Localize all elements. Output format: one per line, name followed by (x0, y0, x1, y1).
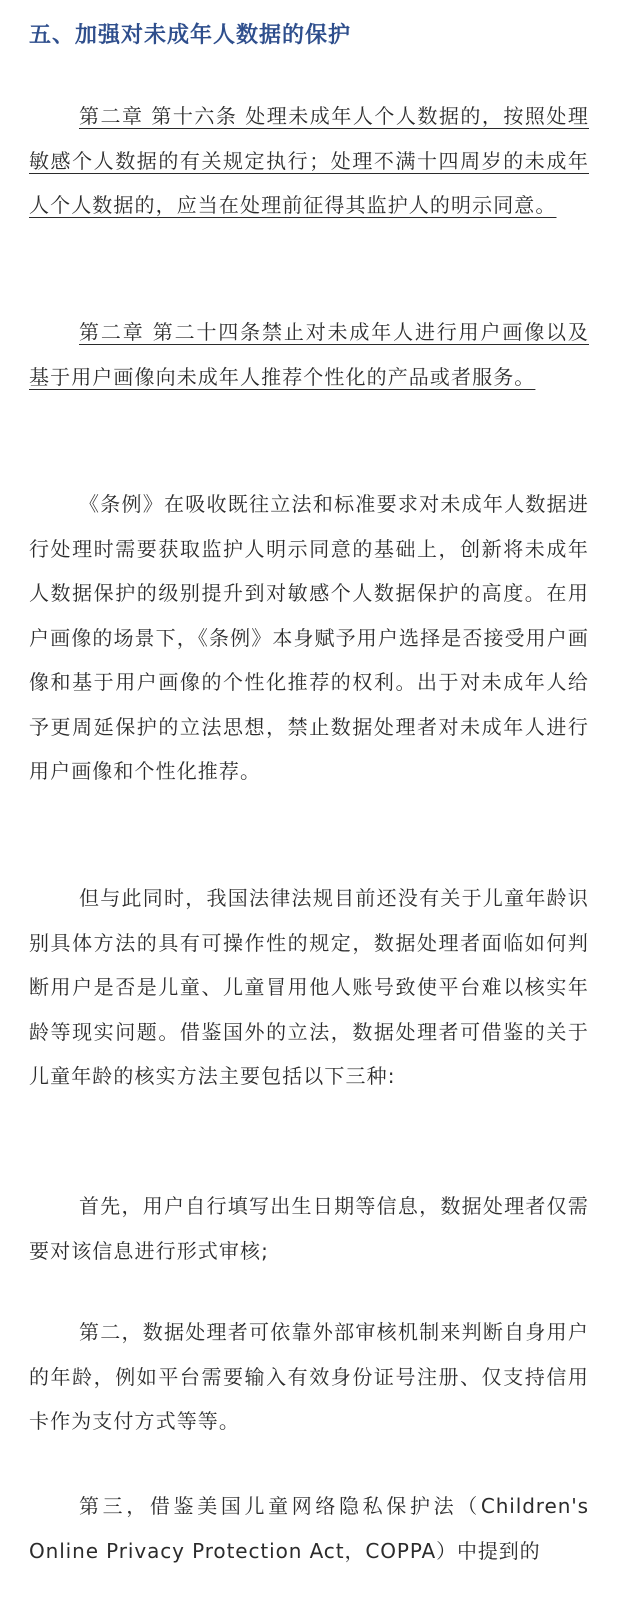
article-paragraph-method-three: 第三，借鉴美国儿童网络隐私保护法（Children's Online Privacy Protection Act，COPPA）中提到的 (29, 1494, 589, 1563)
article-paragraph-chapter2-article16: 第二章 第十六条 处理未成年人个人数据的，按照处理敏感个人数据的有关规定执行；处理不满十四周岁的未成年人个人数据的，应当在处理前征得其监护人的明示同意。 (29, 104, 589, 217)
article-paragraph-method-two: 第二，数据处理者可依靠外部审核机制来判断自身用户的年龄，例如平台需要输入有效身份证号注册、仅支持信用卡作为支付方式等等。 (29, 1320, 589, 1433)
article-paragraph-chapter2-article24: 第二章 第二十四条禁止对未成年人进行用户画像以及基于用户画像向未成年人推荐个性化的产品或者服务。 (29, 320, 589, 389)
article-paragraph-method-one: 首先，用户自行填写出生日期等信息，数据处理者仅需要对该信息进行形式审核; (29, 1194, 589, 1263)
article-paragraph-age-verification-issue: 但与此同时，我国法律法规目前还没有关于儿童年龄识别具体方法的具有可操作性的规定，数据处理者面临如何判断用户是否是儿童、儿童冒用他人账号致使平台难以核实年龄等现实问题。借鉴国外的立法，数据处理者可借鉴的关于儿童年龄的核实方法主要包括以下三种: (29, 886, 589, 1088)
article-paragraph-regulation-analysis: 《条例》在吸收既往立法和标准要求对未成年人数据进行处理时需要获取监护人明示同意的基础上，创新将未成年人数据保护的级别提升到对敏感个人数据保护的高度。在用户画像的场景下，《条例》本身赋予用户选择是否接受用户画像和基于用户画像的个性化推荐的权利。出于对未成年人给予更周延保护的立法思想，禁止数据处理者对未成年人进行用户画像和个性化推荐。 (29, 492, 589, 783)
section-heading: 五、加强对未成年人数据的保护 (29, 23, 352, 48)
